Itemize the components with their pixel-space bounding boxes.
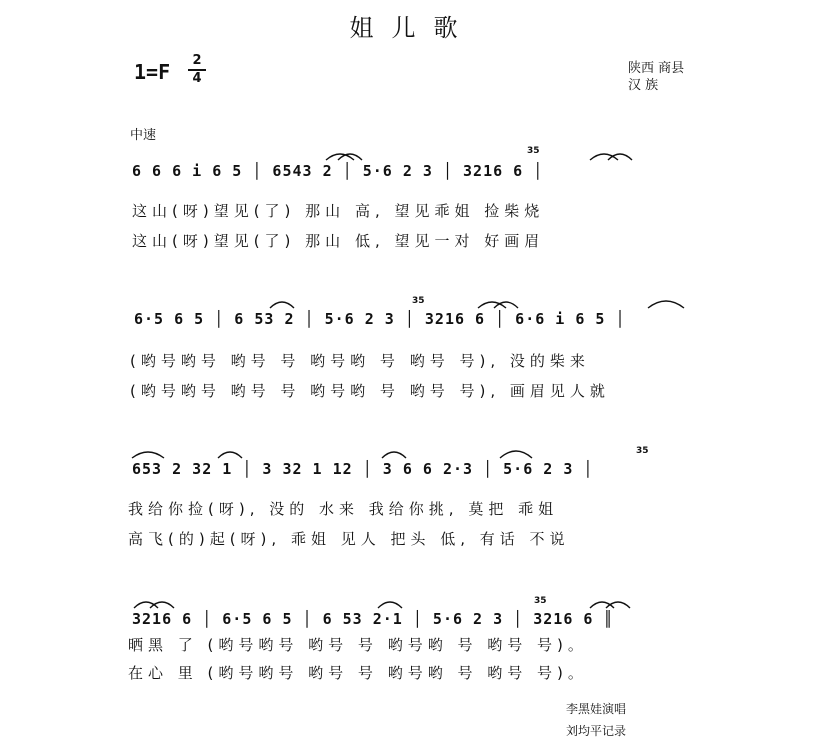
grace-note-1: 35 — [527, 146, 540, 156]
credit-performer: 李黑娃演唱 — [566, 702, 627, 716]
grace-note-2: 35 — [412, 296, 425, 306]
slur-mark — [382, 452, 406, 458]
notation-line-3: 653 2 32 1 │ 3 32 1 12 │ 3 6 6 2·3 │ 5·6 2 3 │ — [132, 460, 594, 478]
notation-line-1: 6 6 6 i 6 5 │ 6543 2 │ 5·6 2 3 │ 3216 6 │ — [132, 162, 544, 180]
slur-mark — [218, 452, 242, 458]
lyric-line-3a: 我给你捡(呀), 没的 水来 我给你挑, 莫把 乖姐 — [128, 500, 559, 518]
song-title: 姐儿歌 — [349, 14, 476, 42]
slur-mark — [378, 602, 402, 608]
slur-mark — [270, 302, 294, 308]
origin-line-1: 陕西 商县 — [628, 61, 685, 76]
lyric-line-4b: 在心 里 (哟号哟号 哟号 号 哟号哟 号 哟号 号)。 — [128, 664, 588, 682]
slur-mark — [606, 602, 630, 608]
grace-note-4: 35 — [534, 596, 547, 606]
key-signature: 1=F — [134, 60, 171, 84]
credit-transcriber: 刘均平记录 — [566, 724, 627, 738]
slur-mark — [132, 452, 164, 458]
origin-line-2: 汉 族 — [628, 78, 659, 93]
lyric-line-4a: 晒黑 了 (哟号哟号 哟号 号 哟号哟 号 哟号 号)。 — [128, 636, 588, 654]
notation-line-2: 6·5 6 5 │ 6 53 2 │ 5·6 2 3 │ 3216 6 │ 6·6 i 6 5 │ — [134, 310, 626, 328]
tempo-marking: 中速 — [130, 128, 157, 143]
lyric-line-3b: 高飞(的)起(呀), 乖姐 见人 把头 低, 有话 不说 — [128, 530, 570, 548]
lyric-line-1a: 这山(呀)望见(了) 那山 高, 望见乖姐 捡柴烧 — [132, 202, 545, 220]
time-signature-top: 2 — [192, 53, 202, 68]
lyric-line-2b: (哟号哟号 哟号 号 哟号哟 号 哟号 号), 画眉见人就 — [130, 382, 610, 400]
notation-line-4: 3216 6 │ 6·5 6 5 │ 6 53 2·1 │ 5·6 2 3 │ 3216 6 ║ — [132, 610, 614, 628]
lyric-line-1b: 这山(呀)望见(了) 那山 低, 望见一对 好画眉 — [132, 232, 545, 250]
slur-mark — [608, 154, 632, 160]
slur-mark — [500, 451, 532, 458]
time-signature-bottom: 4 — [192, 71, 202, 86]
slur-mark — [648, 301, 684, 308]
slur-mark — [150, 602, 174, 608]
grace-note-3: 35 — [636, 446, 649, 456]
slur-mark — [326, 154, 354, 160]
lyric-line-2a: (哟号哟号 哟号 号 哟号哟 号 哟号 号), 没的柴来 — [130, 352, 590, 370]
